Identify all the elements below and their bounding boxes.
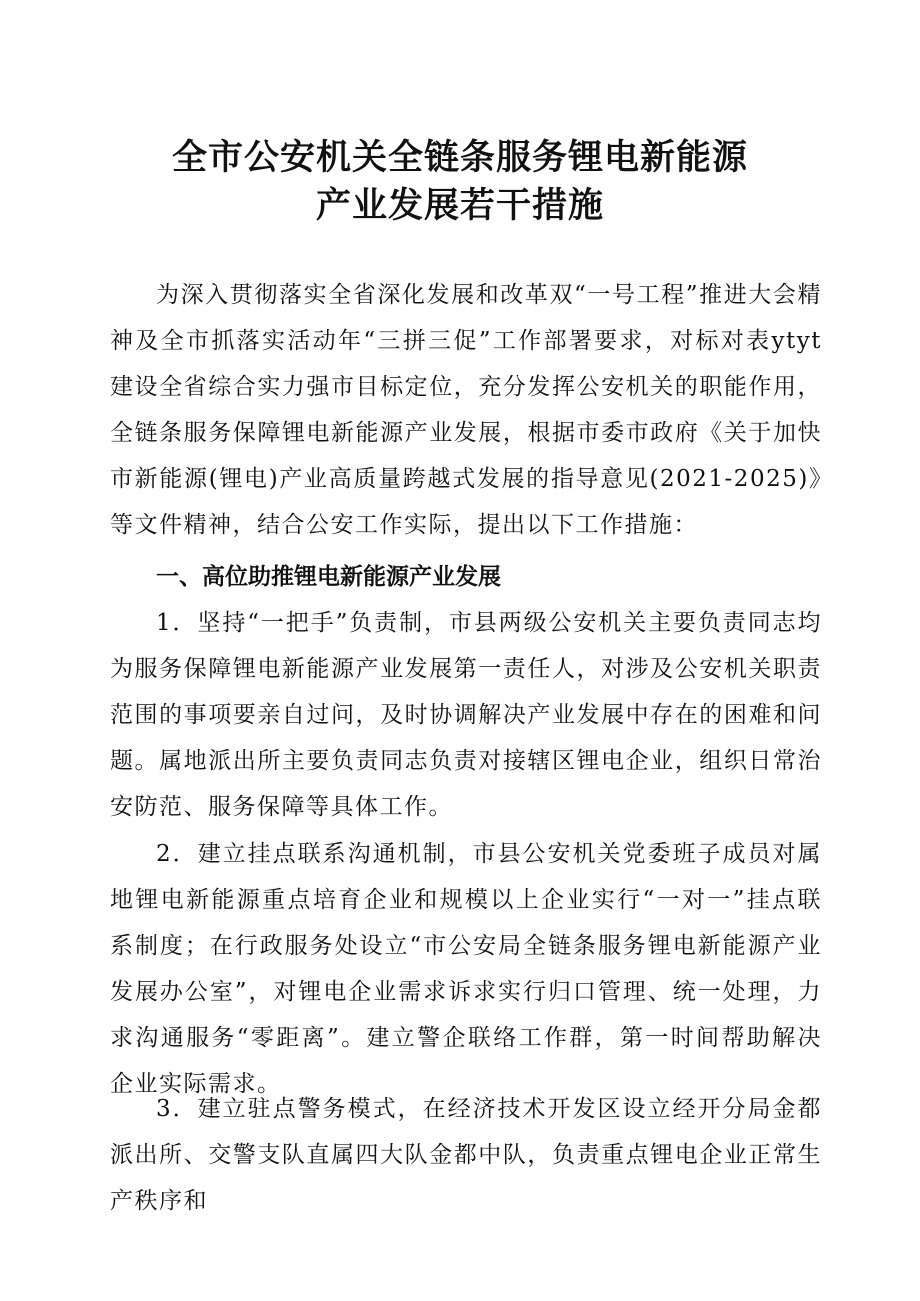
intro-paragraph: 为深入贯彻落实全省深化发展和改革双“一号工程”推进大会精神及全市抓落实活动年“三拼三促”工作部署要求，对标对表ytyt建设全省综合实力强市目标定位，充分发挥公安机关的职能作用，全链条服务保障锂电新能源产业发展，根据市委市政府《关于加快市新能源(锂电)产业高质量跨越式发展的指导意见(2021-2025)》等文件精神，结合公安工作实际，提出以下工作措施： (110, 282, 822, 538)
section-heading-1: 一、高位助推锂电新能源产业发展 (156, 564, 501, 590)
measure-item-3: 3．建立驻点警务模式，在经济技术开发区设立经开分局金都派出所、交警支队直属四大队金都中队，负责重点锂电企业正常生产秩序和 (110, 1096, 822, 1214)
measure-item-2: 2．建立挂点联系沟通机制，市县公安机关党委班子成员对属地锂电新能源重点培育企业和规模以上企业实行“一对一”挂点联系制度；在行政服务处设立“市公安局全链条服务锂电新能源产业发展办公室”，对锂电企业需求诉求实行归口管理、统一处理，力求沟通服务“零距离”。建立警企联络工作群，第一时间帮助解决企业实际需求。 (110, 841, 822, 1097)
document-title-line2: 产业发展若干措施 (315, 186, 604, 226)
measure-item-1: 1．坚持“一把手”负责制，市县两级公安机关主要负责同志均为服务保障锂电新能源产业发展第一责任人，对涉及公安机关职责范围的事项要亲自过问，及时协调解决产业发展中存在的困难和问题。属地派出所主要负责同志负责对接辖区锂电企业，组织日常治安防范、服务保障等具体工作。 (110, 610, 822, 820)
document-title-line1: 全市公安机关全链条服务锂电新能源 (171, 138, 748, 178)
